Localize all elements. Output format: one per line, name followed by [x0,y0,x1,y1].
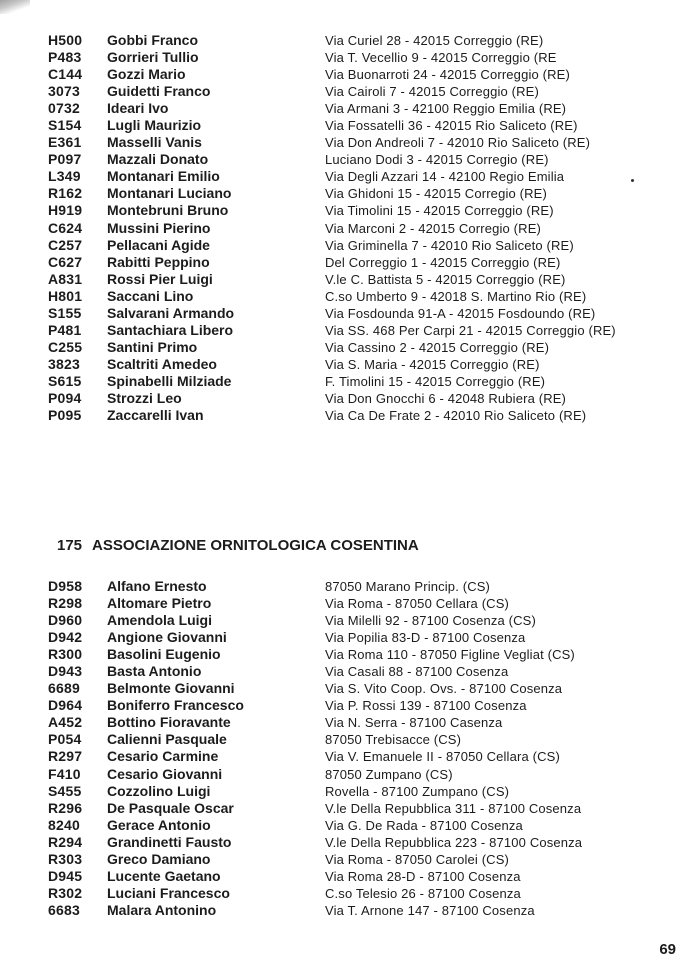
member-name: Cozzolino Luigi [107,782,211,799]
member-code: D960 [48,612,83,629]
section-title: ASSOCIAZIONE ORNITOLOGICA COSENTINA [92,537,419,554]
member-address: C.so Umberto 9 - 42018 S. Martino Rio (RE) [325,288,587,304]
member-name: Montanari Luciano [107,185,232,202]
member-code: S154 [48,117,82,134]
member-address: Via Casali 88 - 87100 Cosenza [325,664,509,680]
section-heading [57,537,419,554]
member-address: Via P. Rossi 139 - 87100 Cosenza [325,698,527,714]
member-name: Bottino Fioravante [107,714,231,731]
member-address: Del Correggio 1 - 42015 Correggio (RE) [325,254,561,270]
member-address: 87050 Zumpano (CS) [325,766,453,782]
member-code: R294 [48,833,83,850]
member-code: 6683 [48,901,80,918]
member-address: V.le Della Repubblica 223 - 87100 Cosenza [325,834,583,850]
member-address: Via Don Gnocchi 6 - 42048 Rubiera (RE) [325,390,567,406]
member-code: D943 [48,663,83,680]
member-name: Strozzi Leo [107,389,182,406]
member-row [0,595,700,612]
member-code: H919 [48,202,83,219]
member-name: Mazzali Donato [107,151,209,168]
member-name: Cesario Giovanni [107,765,223,782]
member-name: Basta Antonio [107,663,202,680]
member-name: Guidetti Franco [107,83,211,100]
member-code: 0732 [48,100,80,117]
member-row [0,851,700,868]
member-name: Altomare Pietro [107,595,212,612]
member-row [0,783,700,800]
member-row [0,748,700,765]
member-name: Cesario Carmine [107,748,219,765]
member-row [0,237,700,254]
member-row [0,902,700,919]
member-row [0,834,700,851]
member-name: Boniferro Francesco [107,697,244,714]
member-code: C257 [48,236,83,253]
member-address: Via Popilia 83-D - 87100 Cosenza [325,630,526,646]
member-name: Gobbi Franco [107,32,198,48]
member-address: Via S. Maria - 42015 Correggio (RE) [325,356,540,372]
member-name: Pellacani Agide [107,236,210,253]
member-address: Via T. Arnone 147 - 87100 Cosenza [325,902,535,918]
member-row [0,322,700,339]
member-row [0,134,700,151]
member-row [0,817,700,834]
member-row [0,629,700,646]
member-address: C.so Telesio 26 - 87100 Cosenza [325,885,521,901]
member-code: R296 [48,799,83,816]
member-code: R302 [48,884,83,901]
member-code: 6689 [48,680,80,697]
member-row [0,117,700,134]
member-code: R303 [48,850,83,867]
member-address: Via Curiel 28 - 42015 Correggio (RE) [325,33,544,48]
member-code: A831 [48,270,83,287]
member-address: Via SS. 468 Per Carpi 21 - 42015 Correggio (RE) [325,322,616,338]
member-code: S455 [48,782,82,799]
member-name: Mussini Pierino [107,219,211,236]
member-address: V.le C. Battista 5 - 42015 Correggio (RE) [325,271,566,287]
member-code: C144 [48,66,83,83]
member-code: C627 [48,253,83,270]
member-code: P094 [48,389,82,406]
member-row [0,800,700,817]
member-name: Saccani Lino [107,287,194,304]
member-address: Via Don Andreoli 7 - 42010 Rio Saliceto (RE) [325,135,591,151]
section-number: 175 [57,537,83,554]
member-list-cosentina [0,578,700,919]
member-address: 87050 Trebisacce (CS) [325,732,462,748]
member-address: Via Timolini 15 - 42015 Correggio (RE) [325,203,554,219]
member-row [0,185,700,202]
member-row [0,663,700,680]
member-code: P054 [48,731,82,748]
member-address: V.le Della Repubblica 311 - 87100 Cosenza [325,800,582,816]
member-name: Salvarani Armando [107,304,235,321]
member-name: Amendola Luigi [107,612,212,629]
member-row [0,271,700,288]
member-name: Calienni Pasquale [107,731,227,748]
member-address: Via Cairoli 7 - 42015 Correggio (RE) [325,84,539,100]
member-code: R297 [48,748,83,765]
member-name: Luciani Francesco [107,884,230,901]
member-name: Zaccarelli Ivan [107,407,204,424]
member-code: 3823 [48,355,80,372]
member-row [0,356,700,373]
member-code: C624 [48,219,83,236]
member-address: Via Ghidoni 15 - 42015 Corregio (RE) [325,186,547,202]
member-name: Malara Antonino [107,901,217,918]
member-row [0,254,700,271]
member-name: Gerace Antonio [107,816,211,833]
member-name: Grandinetti Fausto [107,833,232,850]
member-name: De Pasquale Oscar [107,799,234,816]
member-address: Via Roma 110 - 87050 Figline Vegliat (CS) [325,647,575,663]
member-row [0,305,700,322]
member-name: Masselli Vanis [107,134,202,151]
member-row [0,390,700,407]
member-row [0,151,700,168]
member-name: Greco Damiano [107,850,211,867]
member-row [0,612,700,629]
scan-speck [631,179,634,182]
member-row [0,578,700,595]
member-address: Via Armani 3 - 42100 Reggio Emilia (RE) [325,101,567,117]
member-address: Via Roma - 87050 Carolei (CS) [325,851,510,867]
member-code: C255 [48,338,83,355]
member-code: D942 [48,629,83,646]
member-address: Via N. Serra - 87100 Casenza [325,715,503,731]
member-name: Scaltriti Amedeo [107,355,217,372]
member-address: Via S. Vito Coop. Ovs. - 87100 Cosenza [325,681,563,697]
member-name: Lugli Maurizio [107,117,202,134]
member-code: 8240 [48,816,80,833]
member-address: Via Cassino 2 - 42015 Correggio (RE) [325,339,550,355]
member-row [0,373,700,390]
member-code: H801 [48,287,83,304]
member-name: Santachiara Libero [107,321,234,338]
member-row [0,168,700,185]
member-name: Gozzi Mario [107,66,186,83]
scan-corner-mark [0,0,30,14]
member-row [0,646,700,663]
member-address: Via Ca De Frate 2 - 42010 Rio Saliceto (RE) [325,408,587,424]
member-row [0,32,700,49]
member-row [0,49,700,66]
member-name: Alfano Ernesto [107,578,207,594]
member-code: D964 [48,697,83,714]
member-name: Rabitti Peppino [107,253,210,270]
member-code: 3073 [48,83,80,100]
member-code: S155 [48,304,82,321]
member-address: Via Roma 28-D - 87100 Cosenza [325,868,521,884]
member-code: P483 [48,49,82,66]
member-address: Via Buonarroti 24 - 42015 Correggio (RE) [325,67,570,83]
member-address: 87050 Marano Princip. (CS) [325,579,491,594]
member-list-reggio [0,32,700,424]
member-code: P481 [48,321,82,338]
member-code: H500 [48,32,83,48]
member-code: D958 [48,578,83,594]
member-row [0,66,700,83]
member-name: Gorrieri Tullio [107,49,199,66]
member-row [0,83,700,100]
member-code: F410 [48,765,81,782]
member-address: Via Marconi 2 - 42015 Corregio (RE) [325,220,541,236]
member-row [0,100,700,117]
member-name: Montanari Emilio [107,168,220,185]
member-row [0,697,700,714]
member-code: L349 [48,168,81,185]
member-name: Santini Primo [107,338,198,355]
member-code: A452 [48,714,83,731]
member-name: Basolini Eugenio [107,646,221,663]
member-row [0,714,700,731]
member-code: E361 [48,134,82,151]
member-address: Via T. Vecellio 9 - 42015 Correggio (RE [325,50,557,66]
member-row [0,766,700,783]
member-address: Via Fosdounda 91-A - 42015 Fosdoundo (RE) [325,305,596,321]
member-name: Spinabelli Milziade [107,372,232,389]
member-address: Via Griminella 7 - 42010 Rio Saliceto (RE) [325,237,574,253]
member-code: P095 [48,407,82,424]
page-number: 69 [659,941,676,958]
member-code: R162 [48,185,83,202]
member-address: Via Milelli 92 - 87100 Cosenza (CS) [325,613,536,629]
member-row [0,339,700,356]
member-row [0,868,700,885]
member-code: R300 [48,646,83,663]
member-name: Ideari Ivo [107,100,169,117]
member-address: Via Fossatelli 36 - 42015 Rio Saliceto (RE) [325,118,578,134]
member-row [0,220,700,237]
member-code: R298 [48,595,83,612]
member-address: Via G. De Rada - 87100 Cosenza [325,817,523,833]
member-name: Belmonte Giovanni [107,680,235,697]
member-code: S615 [48,372,82,389]
member-name: Rossi Pier Luigi [107,270,213,287]
member-row [0,680,700,697]
member-row [0,885,700,902]
member-name: Montebruni Bruno [107,202,229,219]
member-address: Via V. Emanuele II - 87050 Cellara (CS) [325,749,560,765]
member-name: Lucente Gaetano [107,867,221,884]
member-row [0,731,700,748]
member-row [0,407,700,424]
member-address: Via Roma - 87050 Cellara (CS) [325,596,510,612]
member-code: P097 [48,151,82,168]
member-address: Via Degli Azzari 14 - 42100 Regio Emilia [325,169,565,185]
member-code: D945 [48,867,83,884]
member-row [0,202,700,219]
member-name: Angione Giovanni [107,629,227,646]
member-address: F. Timolini 15 - 42015 Correggio (RE) [325,373,546,389]
member-address: Rovella - 87100 Zumpano (CS) [325,783,510,799]
member-address: Luciano Dodi 3 - 42015 Corregio (RE) [325,152,549,168]
member-row [0,288,700,305]
